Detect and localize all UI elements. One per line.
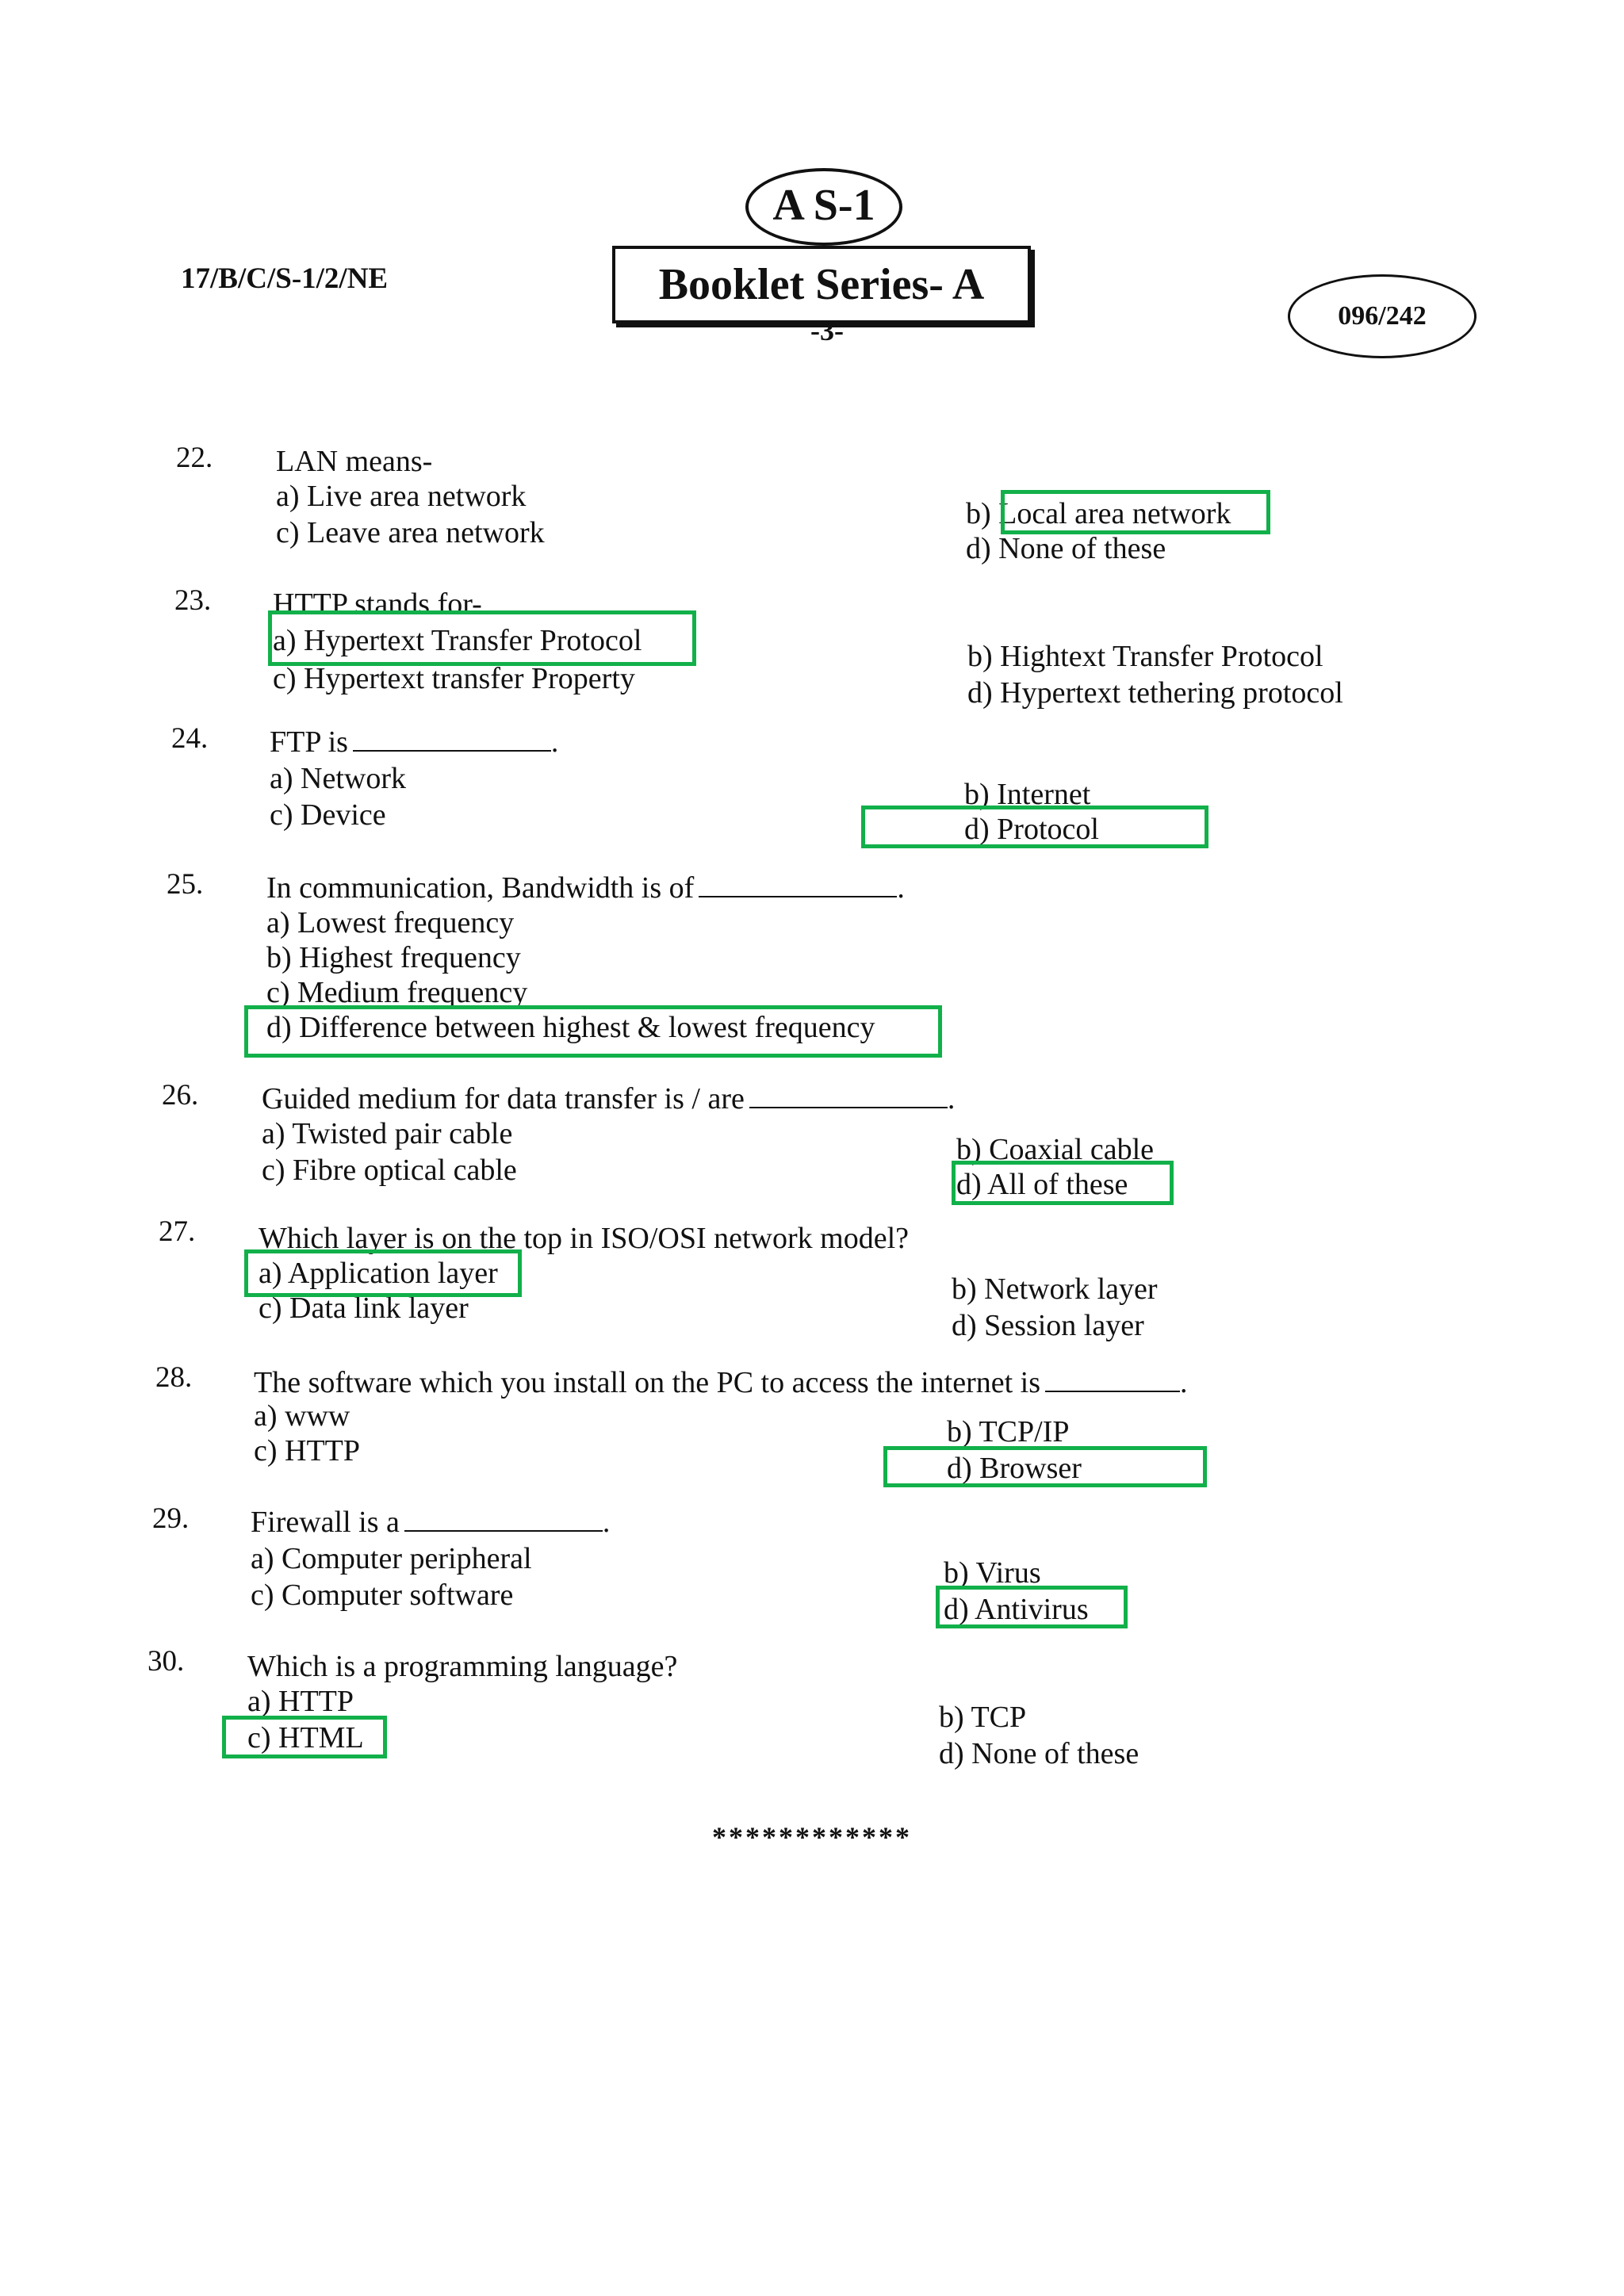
- booklet-series-title: Booklet Series- A: [612, 246, 1031, 323]
- option-c: c) Medium frequency: [266, 976, 528, 1009]
- question-text: The software which you install on the PC to access the internet is .: [254, 1366, 1188, 1399]
- option-c: c) Computer software: [251, 1578, 514, 1612]
- option-d: d) Protocol: [964, 813, 1099, 846]
- question-number: 27.: [159, 1215, 196, 1248]
- answer-mark-box: [1001, 490, 1270, 534]
- option-a: a) www: [254, 1399, 350, 1433]
- fill-blank: [1045, 1367, 1180, 1392]
- answer-mark-box: [244, 1249, 522, 1297]
- question-number: 29.: [152, 1502, 190, 1535]
- option-c: c) Leave area network: [276, 516, 545, 549]
- option-c: c) Fibre optical cable: [262, 1154, 517, 1187]
- question-number: 23.: [174, 584, 212, 617]
- answer-mark-box: [883, 1446, 1207, 1487]
- question-text: In communication, Bandwidth is of .: [266, 871, 905, 905]
- answer-mark-box: [952, 1161, 1174, 1205]
- paper-code: 17/B/C/S-1/2/NE: [181, 262, 389, 295]
- option-d: d) Hypertext tethering protocol: [967, 676, 1343, 710]
- option-d: d) Browser: [947, 1452, 1082, 1485]
- option-b: b) Highest frequency: [266, 941, 521, 974]
- fill-blank: [353, 726, 551, 752]
- fill-blank: [749, 1083, 948, 1108]
- set-code-stamp: A S-1: [745, 168, 902, 246]
- option-a: a) Network: [270, 762, 406, 795]
- option-c: c) Data link layer: [259, 1292, 469, 1325]
- question-number: 28.: [155, 1361, 193, 1394]
- option-a: a) Application layer: [259, 1257, 498, 1290]
- option-b: b) Network layer: [952, 1272, 1158, 1306]
- question-text: Which is a programming language?: [247, 1650, 678, 1683]
- option-d: d) None of these: [966, 532, 1166, 565]
- option-b: b) Local area network: [966, 497, 1231, 530]
- option-b: b) Virus: [944, 1556, 1041, 1590]
- question-text: FTP is .: [270, 725, 559, 759]
- question-text: Firewall is a .: [251, 1506, 611, 1539]
- answer-mark-box: [244, 1005, 942, 1058]
- option-c: c) HTML: [247, 1721, 364, 1755]
- option-b: b) TCP: [939, 1701, 1027, 1734]
- page-number: -3-: [810, 315, 844, 346]
- option-c: c) HTTP: [254, 1434, 361, 1468]
- option-d: d) None of these: [939, 1737, 1139, 1770]
- option-a: a) Hypertext Transfer Protocol: [273, 624, 642, 657]
- end-marker: ************: [712, 1821, 912, 1853]
- option-d: d) All of these: [956, 1168, 1128, 1201]
- option-a: a) Computer peripheral: [251, 1542, 532, 1575]
- question-number: 26.: [162, 1079, 199, 1112]
- question-text: HTTP stands for-: [273, 587, 482, 621]
- question-number: 22.: [176, 442, 213, 474]
- option-b: b) Coaxial cable: [956, 1133, 1155, 1166]
- answer-mark-box: [861, 806, 1208, 848]
- option-a: a) Live area network: [276, 480, 527, 513]
- option-b: b) Hightext Transfer Protocol: [967, 640, 1323, 673]
- option-c: c) Hypertext transfer Property: [273, 662, 635, 695]
- answer-mark-box: [268, 610, 696, 666]
- answer-mark-box: [936, 1586, 1128, 1628]
- option-a: a) Lowest frequency: [266, 906, 515, 939]
- option-c: c) Device: [270, 798, 386, 832]
- option-d: d) Antivirus: [944, 1593, 1089, 1626]
- question-number: 25.: [167, 868, 204, 901]
- answer-mark-box: [222, 1716, 387, 1758]
- option-b: b) Internet: [964, 778, 1091, 811]
- roll-code-stamp: 096/242: [1288, 274, 1477, 358]
- fill-blank: [699, 872, 897, 897]
- question-number: 24.: [171, 722, 209, 755]
- option-b: b) TCP/IP: [947, 1415, 1070, 1448]
- option-d: d) Difference between highest & lowest frequency: [266, 1011, 875, 1044]
- question-text: Which layer is on the top in ISO/OSI network model?: [259, 1222, 910, 1255]
- question-text: Guided medium for data transfer is / are .: [262, 1082, 956, 1115]
- fill-blank: [404, 1506, 603, 1532]
- question-number: 30.: [147, 1645, 185, 1678]
- option-d: d) Session layer: [952, 1309, 1144, 1342]
- option-a: a) HTTP: [247, 1685, 354, 1718]
- option-a: a) Twisted pair cable: [262, 1117, 513, 1150]
- question-text: LAN means-: [276, 445, 433, 478]
